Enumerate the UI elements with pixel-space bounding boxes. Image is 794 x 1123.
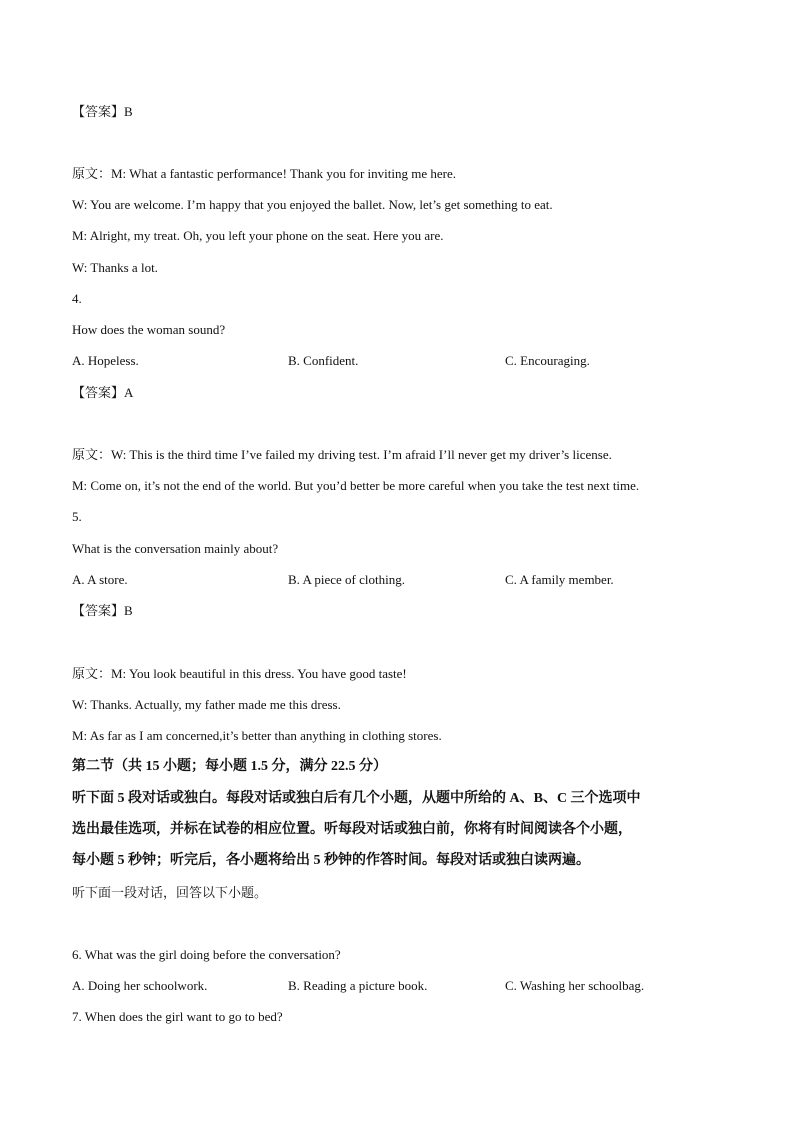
answer-q3: 【答案】B xyxy=(72,104,133,119)
question-text: How does the woman sound? xyxy=(72,322,226,337)
question-text: 7. When does the girl want to go to bed? xyxy=(72,1009,283,1024)
transcript-line: W: You are welcome. I’m happy that you enjoyed the ballet. Now, let’s get something to eat. xyxy=(72,197,553,212)
option-b: B. A piece of clothing. xyxy=(288,572,405,587)
answer-q4: 【答案】A xyxy=(72,385,134,400)
transcript-line: 原文：M: You look beautiful in this dress. You have good taste! xyxy=(72,666,407,681)
question-number: 5. xyxy=(72,509,82,524)
section-instructions: 听下面 5 段对话或独白。每段对话或独白后有几个小题，从题中所给的 A、B、C 三个选项中 xyxy=(72,791,641,806)
section-heading: 第二节（共 15 小题；每小题 1.5 分，满分 22.5 分） xyxy=(72,759,387,774)
transcript-line: 原文：M: What a fantastic performance! Thank you for inviting me here. xyxy=(72,166,456,181)
option-a: A. Doing her schoolwork. xyxy=(72,978,208,993)
section-instructions: 每小题 5 秒钟；听完后，各小题将给出 5 秒钟的作答时间。每段对话或独白读两遍。 xyxy=(72,853,590,868)
section-instructions: 选出最佳选项，并标在试卷的相应位置。听每段对话或独白前，你将有时间阅读各个小题， xyxy=(72,822,632,837)
transcript-line: M: As far as I am concerned,it’s better than anything in clothing stores. xyxy=(72,728,442,743)
question-number: 4. xyxy=(72,291,82,306)
section-lead: 听下面一段对话，回答以下小题。 xyxy=(72,885,268,900)
option-b: B. Reading a picture book. xyxy=(288,978,428,993)
option-a: A. Hopeless. xyxy=(72,353,139,368)
transcript-line: W: Thanks. Actually, my father made me this dress. xyxy=(72,697,341,712)
option-b: B. Confident. xyxy=(288,353,359,368)
transcript-line: M: Alright, my treat. Oh, you left your phone on the seat. Here you are. xyxy=(72,228,444,243)
option-c: C. A family member. xyxy=(505,572,614,587)
transcript-line: M: Come on, it’s not the end of the world. But you’d better be more careful when you take the test next time. xyxy=(72,478,640,493)
option-a: A. A store. xyxy=(72,572,128,587)
option-c: C. Washing her schoolbag. xyxy=(505,978,645,993)
question-text: What is the conversation mainly about? xyxy=(72,541,279,556)
answer-q5: 【答案】B xyxy=(72,603,133,618)
question-text: 6. What was the girl doing before the conversation? xyxy=(72,947,341,962)
transcript-line: W: Thanks a lot. xyxy=(72,260,158,275)
option-c: C. Encouraging. xyxy=(505,353,590,368)
transcript-line: 原文：W: This is the third time I’ve failed my driving test. I’m afraid I’ll never get my driver’s license. xyxy=(72,447,612,462)
